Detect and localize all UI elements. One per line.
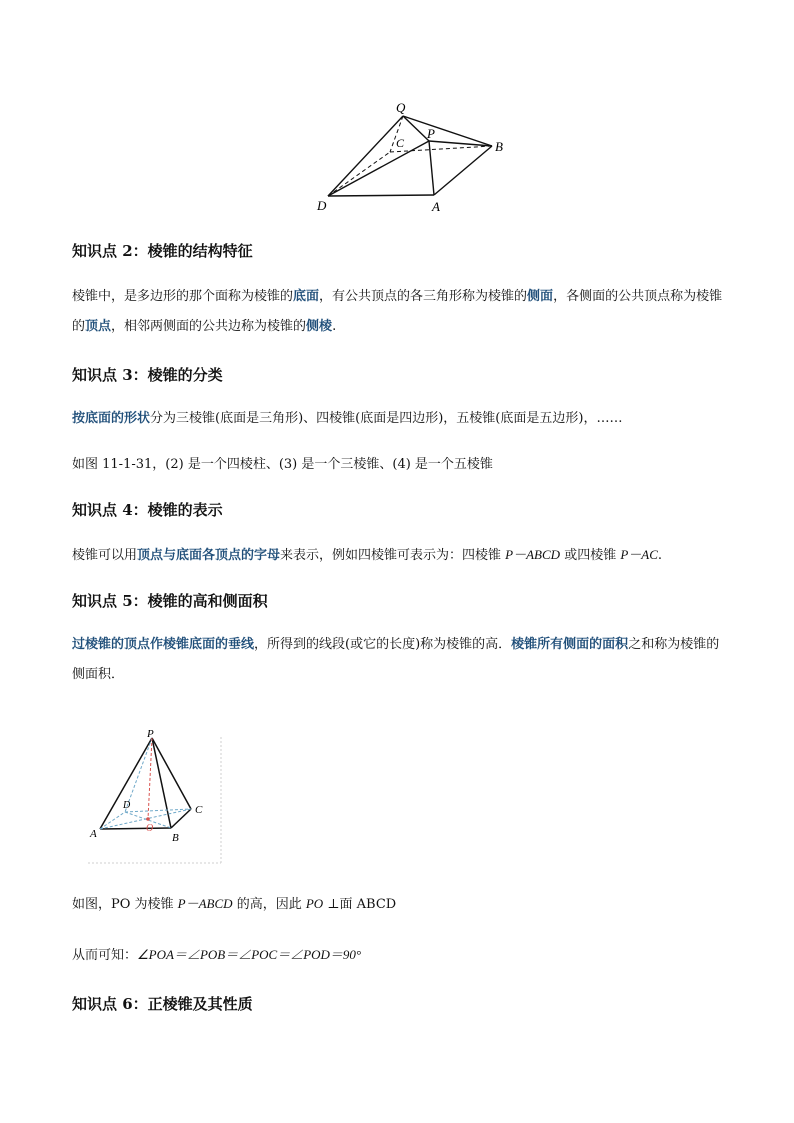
section-4-paragraph [72, 540, 724, 571]
section-5-heading: 知识点 5：棱锥的高和侧面积 [72, 592, 268, 610]
text-span: . [657, 548, 663, 563]
term-lateral-edge: 侧棱 [306, 319, 333, 334]
vertex-label-b: B [495, 139, 503, 154]
text-span: 之和称为棱锥的侧面积． [72, 637, 720, 682]
vertex-label-c: C [195, 804, 203, 816]
vertex-label-a: A [432, 199, 440, 214]
math-notation: PO [305, 896, 324, 911]
vertex-label-c: C [396, 136, 405, 150]
vertex-label-o: O [146, 823, 154, 834]
section-2-paragraph [72, 282, 724, 342]
term-lateral-area: 棱锥所有侧面的面积 [511, 637, 629, 652]
pyramid-2-solid-edges [100, 738, 191, 829]
text-span: . [332, 319, 337, 334]
section-2-heading: 知识点 2：棱锥的结构特征 [72, 242, 253, 260]
text-span: ，所得到的线段(或它的长度)称为棱锥的高． [254, 637, 512, 652]
term-by-base-shape: 按底面的形状 [72, 411, 151, 426]
math-notation: P－AC [620, 547, 658, 562]
term-perpendicular: 过棱锥的顶点作棱锥底面的垂线 [72, 637, 255, 652]
vertex-label-a: A [90, 828, 97, 840]
vertex-label-q: Q [396, 100, 406, 115]
term-apex: 顶点 [85, 319, 112, 334]
math-notation: P－ABCD [177, 896, 233, 911]
text-span: ，有公共顶点的各三角形称为棱锥的 [319, 289, 528, 304]
term-base: 底面 [293, 289, 320, 304]
vertex-label-b: B [172, 832, 179, 844]
term-vertex-letters: 顶点与底面各顶点的字母 [137, 548, 281, 563]
height-line-po [148, 738, 152, 819]
vertex-label-d: D [123, 800, 131, 811]
term-lateral-face: 侧面 [527, 289, 554, 304]
vertex-label-d: D [317, 198, 327, 213]
vertex-label-p: P [147, 728, 154, 740]
figure-2-caption [72, 889, 724, 920]
text-span: 或四棱锥 [560, 548, 621, 563]
text-span: ，各侧面的公共顶点称为棱锥的 [72, 289, 723, 334]
text-span: 来表示，例如四棱锥可表示为：四棱锥 [280, 548, 506, 563]
pyramid-figure-2 [78, 725, 228, 867]
text-span: 棱锥中，是多边形的那个面称为棱锥的 [72, 289, 294, 304]
text-span: 棱锥可以用 [72, 548, 138, 563]
math-notation: ∠POA＝∠POB＝∠POC＝∠POD＝90° [137, 947, 362, 962]
text-span: ，相邻两侧面的公共边称为棱锥的 [111, 319, 307, 334]
pyramid-1-solid-edges [328, 116, 492, 196]
section-6-heading: 知识点 6：正棱锥及其性质 [72, 995, 253, 1013]
section-5-paragraph [72, 630, 724, 690]
text-span: 的高，因此 [232, 897, 306, 912]
foot-point-o [146, 817, 150, 821]
section-3-paragraph-2: 如图 11-1-31，(2) 是一个四棱柱、(3) 是一个三棱锥、(4) 是一个五棱锥 [72, 457, 493, 472]
math-notation: P－ABCD [505, 547, 561, 562]
angle-equation-line [72, 940, 724, 971]
vertex-label-p: P [427, 126, 435, 141]
text-span: 如图，PO 为棱锥 [72, 897, 178, 912]
section-3-heading: 知识点 3：棱锥的分类 [72, 366, 223, 384]
text-span: ⊥面 ABCD [323, 897, 397, 912]
section-4-heading: 知识点 4：棱锥的表示 [72, 501, 223, 519]
pyramid-figure-1 [310, 92, 520, 220]
text-span: 从而可知： [72, 948, 138, 963]
pyramid-1-dashed-edges [328, 116, 492, 196]
section-3-paragraph-1 [72, 404, 724, 434]
text-span: 分为三棱锥(底面是三角形)、四棱锥(底面是四边形)，五棱锥(底面是五边形)，…… [150, 411, 623, 426]
